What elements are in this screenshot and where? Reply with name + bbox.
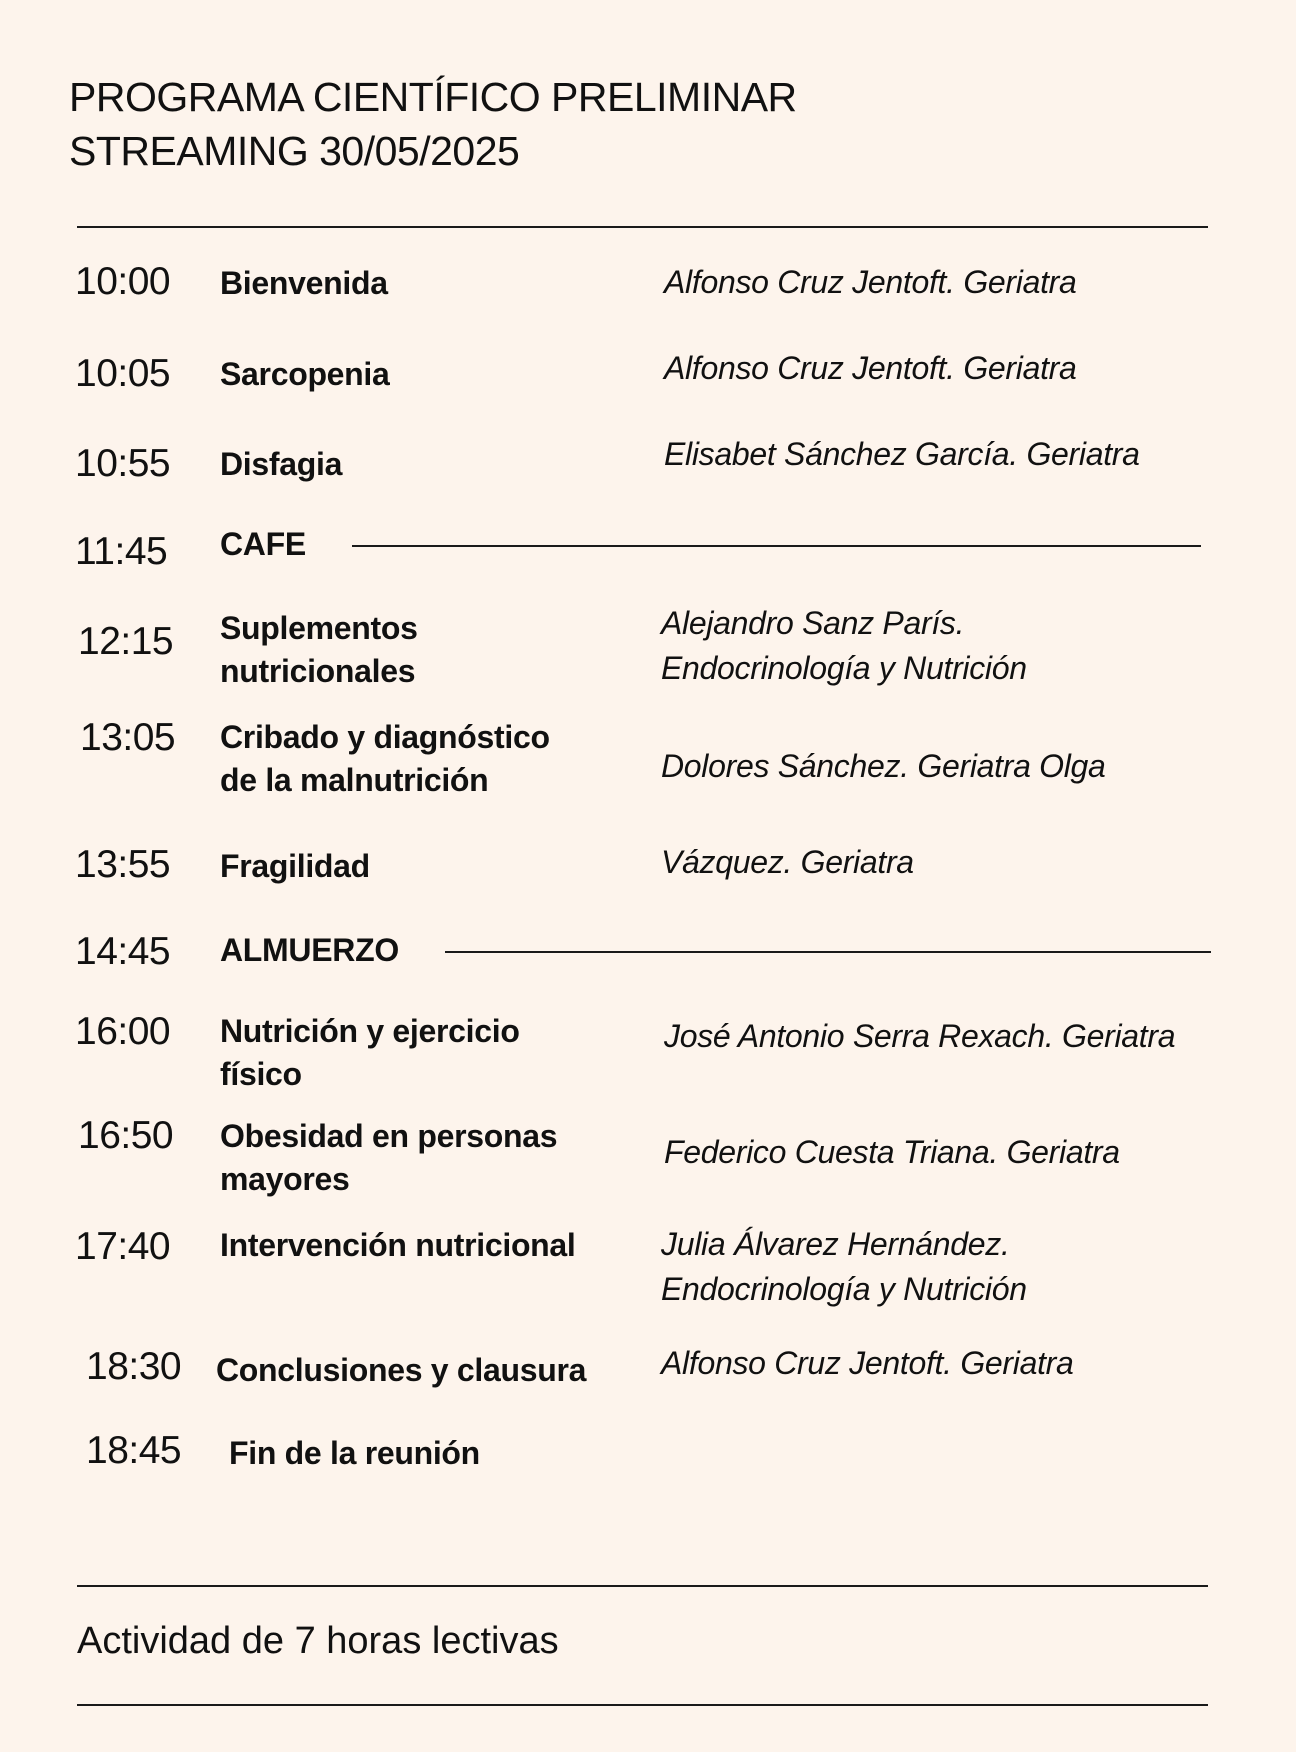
session-topic: Bienvenida	[220, 265, 388, 301]
session-speaker: Vázquez. Geriatra	[661, 844, 914, 880]
session-speaker-line: Endocrinología y Nutrición	[661, 1271, 1027, 1307]
break-time: 11:45	[75, 530, 168, 573]
session-time: 10:55	[75, 442, 171, 485]
session-speaker-line: Alejandro Sanz París.	[661, 605, 965, 641]
break-time: 14:45	[75, 930, 171, 973]
break-divider	[352, 545, 1201, 547]
session-topic-line: Obesidad en personas	[220, 1118, 558, 1154]
footer-note: Actividad de 7 horas lectivas	[77, 1620, 559, 1662]
session-topic-line: físico	[220, 1056, 302, 1092]
session-time: 10:00	[75, 260, 171, 303]
session-topic: Disfagia	[220, 446, 343, 482]
session-speaker	[661, 1222, 1027, 1312]
session-speaker: Alfonso Cruz Jentoft. Geriatra	[661, 1345, 1074, 1381]
footer-top-divider	[77, 1585, 1208, 1587]
session-topic: Sarcopenia	[220, 356, 390, 392]
session-topic	[220, 1010, 520, 1096]
session-speaker	[661, 601, 1027, 691]
break-label: ALMUERZO	[220, 932, 399, 968]
session-topic: Fin de la reunión	[229, 1435, 480, 1471]
session-speaker-line: Endocrinología y Nutrición	[661, 650, 1027, 686]
session-time: 10:05	[75, 352, 171, 395]
title-line-2: STREAMING 30/05/2025	[69, 128, 520, 174]
session-topic-line: Cribado y diagnóstico	[220, 719, 550, 755]
session-time: 18:30	[86, 1345, 182, 1388]
session-speaker: Alfonso Cruz Jentoft. Geriatra	[664, 350, 1077, 386]
session-speaker-line: Julia Álvarez Hernández.	[661, 1226, 1010, 1262]
session-speaker: Federico Cuesta Triana. Geriatra	[664, 1134, 1120, 1170]
session-time: 13:05	[80, 716, 176, 759]
session-time: 18:45	[86, 1429, 182, 1472]
session-topic-line: de la malnutrición	[220, 762, 489, 798]
session-speaker: Dolores Sánchez. Geriatra Olga	[661, 748, 1106, 784]
session-time: 16:50	[78, 1114, 174, 1157]
session-speaker: José Antonio Serra Rexach. Geriatra	[664, 1018, 1176, 1054]
session-speaker: Alfonso Cruz Jentoft. Geriatra	[664, 264, 1077, 300]
page-title	[69, 70, 797, 178]
session-time: 17:40	[75, 1225, 171, 1268]
session-topic-line: mayores	[220, 1161, 350, 1197]
session-topic	[220, 607, 418, 693]
session-topic-line: Suplementos	[220, 610, 418, 646]
session-topic-line: nutricionales	[220, 653, 416, 689]
session-topic: Fragilidad	[220, 848, 370, 884]
footer-bottom-divider	[77, 1704, 1208, 1706]
top-divider	[77, 226, 1208, 228]
break-divider	[445, 951, 1211, 953]
title-line-1: PROGRAMA CIENTÍFICO PRELIMINAR	[69, 74, 797, 120]
break-label: CAFE	[220, 526, 306, 562]
session-topic	[220, 716, 550, 802]
session-time: 12:15	[78, 620, 174, 663]
session-speaker: Elisabet Sánchez García. Geriatra	[664, 436, 1140, 472]
session-topic: Intervención nutricional	[220, 1227, 576, 1263]
session-time: 16:00	[75, 1010, 171, 1053]
session-topic: Conclusiones y clausura	[216, 1352, 587, 1388]
session-topic-line: Nutrición y ejercicio	[220, 1013, 520, 1049]
session-topic	[220, 1115, 557, 1201]
session-time: 13:55	[75, 843, 171, 886]
